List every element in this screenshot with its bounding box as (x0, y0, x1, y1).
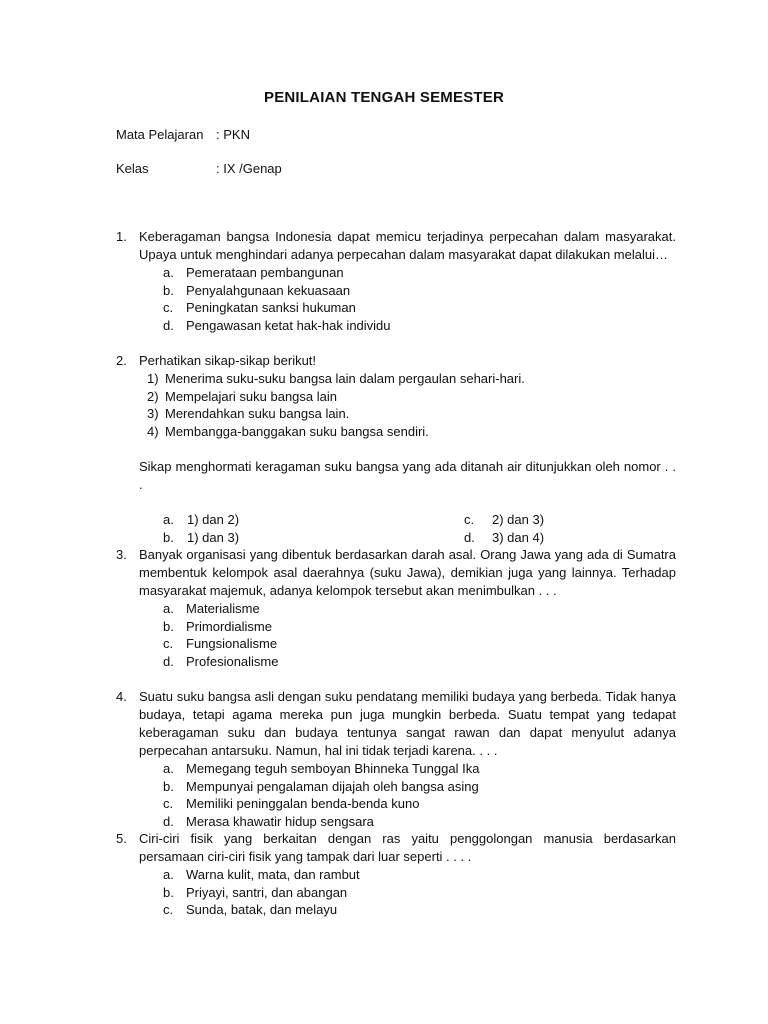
question-number: 4. (116, 689, 127, 704)
statement-2 (116, 388, 676, 406)
option-a (163, 511, 239, 529)
option-list (116, 264, 676, 335)
option-text: Pengawasan ketat hak-hak individu (186, 318, 391, 334)
option-text: 1) dan 2) (187, 511, 240, 527)
option-text: Priyayi, santri, dan abangan (186, 884, 348, 900)
subject-value: : PKN (216, 127, 250, 142)
question-5 (116, 830, 676, 919)
option-text: Sunda, batak, dan melayu (186, 902, 338, 918)
statement-text: Merendahkan suku bangsa lain. (165, 406, 350, 422)
option-text: Profesionalisme (186, 654, 279, 670)
option-b (116, 778, 676, 796)
statement-label: 3) (147, 406, 159, 422)
option-letter: c. (464, 511, 475, 527)
option-letter: a. (163, 265, 174, 280)
option-letter: c. (163, 636, 174, 652)
option-letter: b. (163, 529, 174, 545)
option-text: 3) dan 4) (492, 529, 545, 545)
option-text: Materialisme (186, 601, 260, 616)
question-text: Perhatikan sikap-sikap berikut! (139, 353, 317, 368)
option-letter: d. (163, 654, 174, 670)
statement-text: Membangga-banggakan suku bangsa sendiri. (165, 424, 429, 440)
option-letter: d. (163, 318, 174, 334)
option-letter: a. (163, 511, 174, 527)
option-text: Fungsionalisme (186, 636, 278, 652)
question-number: 2. (116, 353, 127, 368)
option-c (116, 901, 676, 919)
option-letter: c. (163, 300, 174, 316)
option-d (116, 317, 676, 335)
question-3 (116, 546, 676, 671)
option-text: Warna kulit, mata, dan rambut (186, 867, 360, 882)
option-letter: b. (163, 778, 174, 794)
statement-4 (116, 423, 676, 441)
statement-label: 1) (147, 371, 159, 386)
option-text: Peningkatan sanksi hukuman (186, 300, 356, 316)
option-a (116, 760, 676, 778)
question-number: 5. (116, 831, 127, 846)
option-text: 1) dan 3) (187, 529, 240, 545)
option-text: Memiliki peninggalan benda-benda kuno (186, 796, 420, 812)
option-b (116, 884, 676, 902)
option-letter: b. (163, 618, 174, 634)
question-1 (116, 228, 676, 335)
option-list (116, 600, 676, 671)
option-b (116, 282, 676, 300)
option-text: 2) dan 3) (492, 511, 545, 527)
question-text: Keberagaman bangsa Indonesia dapat memicu terjadinya perpecahan dalam masyarakat. Upaya untuk menghindari adanya perpecahan dalam masyarakat dapat dilakukan melalui… (139, 229, 676, 262)
option-d (464, 529, 544, 547)
option-d (116, 813, 676, 831)
page-title: PENILAIAN TENGAH SEMESTER (263, 89, 505, 106)
option-a (116, 600, 676, 618)
statement-3 (116, 405, 676, 423)
statement-list (116, 370, 676, 441)
option-c (464, 511, 544, 529)
option-text: Memegang teguh semboyan Bhinneka Tunggal Ika (186, 761, 480, 776)
option-letter: a. (163, 867, 174, 882)
option-text: Merasa khawatir hidup sengsara (186, 814, 374, 830)
option-a (116, 866, 676, 884)
option-text: Pemerataan pembangunan (186, 265, 344, 280)
option-letter: b. (163, 282, 174, 298)
option-b (116, 618, 676, 636)
option-b (163, 529, 239, 547)
option-text: Penyalahgunaan kekuasaan (186, 282, 351, 298)
question-text: Banyak organisasi yang dibentuk berdasarkan darah asal. Orang Jawa yang ada di Sumatra membentuk kelompok asal daerahnya (suku Jawa), demikian juga yang lainnya. Terhadap masyarakat majemuk, adanya kelompok tersebut akan menimbulkan . . . (139, 547, 676, 598)
question-text: Ciri-ciri fisik yang berkaitan dengan ras yaitu penggolongan manusia berdasarkan persamaan ciri-ciri fisik yang tampak dari luar seperti . . . . (139, 831, 676, 864)
subject-row (116, 126, 250, 144)
subject-label: Mata Pelajaran (116, 127, 204, 142)
option-grid (116, 511, 676, 547)
class-value: : IX /Genap (216, 161, 282, 176)
option-text: Primordialisme (186, 618, 272, 634)
option-a (116, 264, 676, 282)
question-number: 3. (116, 547, 127, 562)
question-prompt: Sikap menghormati keragaman suku bangsa yang ada ditanah air ditunjukkan oleh nomor . . . (139, 458, 676, 492)
statement-text: Mempelajari suku bangsa lain (165, 388, 337, 404)
statement-1 (116, 370, 676, 388)
option-letter: a. (163, 761, 174, 776)
statement-label: 4) (147, 424, 159, 440)
question-4 (116, 688, 676, 831)
option-letter: a. (163, 601, 174, 616)
option-letter: c. (163, 902, 174, 918)
option-c (116, 635, 676, 653)
option-c (116, 795, 676, 813)
option-list (116, 866, 676, 919)
option-text: Mempunyai pengalaman dijajah oleh bangsa asing (186, 778, 479, 794)
option-letter: d. (163, 814, 174, 830)
class-row (116, 160, 282, 178)
option-list (116, 760, 676, 831)
question-number: 1. (116, 229, 127, 244)
option-letter: d. (464, 529, 475, 545)
option-letter: b. (163, 884, 174, 900)
statement-text: Menerima suku-suku bangsa lain dalam pergaulan sehari-hari. (165, 371, 525, 386)
statement-label: 2) (147, 388, 159, 404)
option-d (116, 653, 676, 671)
option-c (116, 299, 676, 317)
question-text: Suatu suku bangsa asli dengan suku pendatang memiliki budaya yang berbeda. Tidak hanya budaya, tetapi agama mereka pun juga mungkin berbeda. Suatu tempat yang tedapat keberagaman suku dan budaya tentunya sangat rawan dan dapat menyulut adanya perpecahan antarsuku. Namun, hal ini tidak terjadi karena. . . . (139, 689, 676, 758)
option-letter: c. (163, 796, 174, 812)
question-2 (116, 352, 676, 547)
class-label: Kelas (116, 161, 149, 176)
